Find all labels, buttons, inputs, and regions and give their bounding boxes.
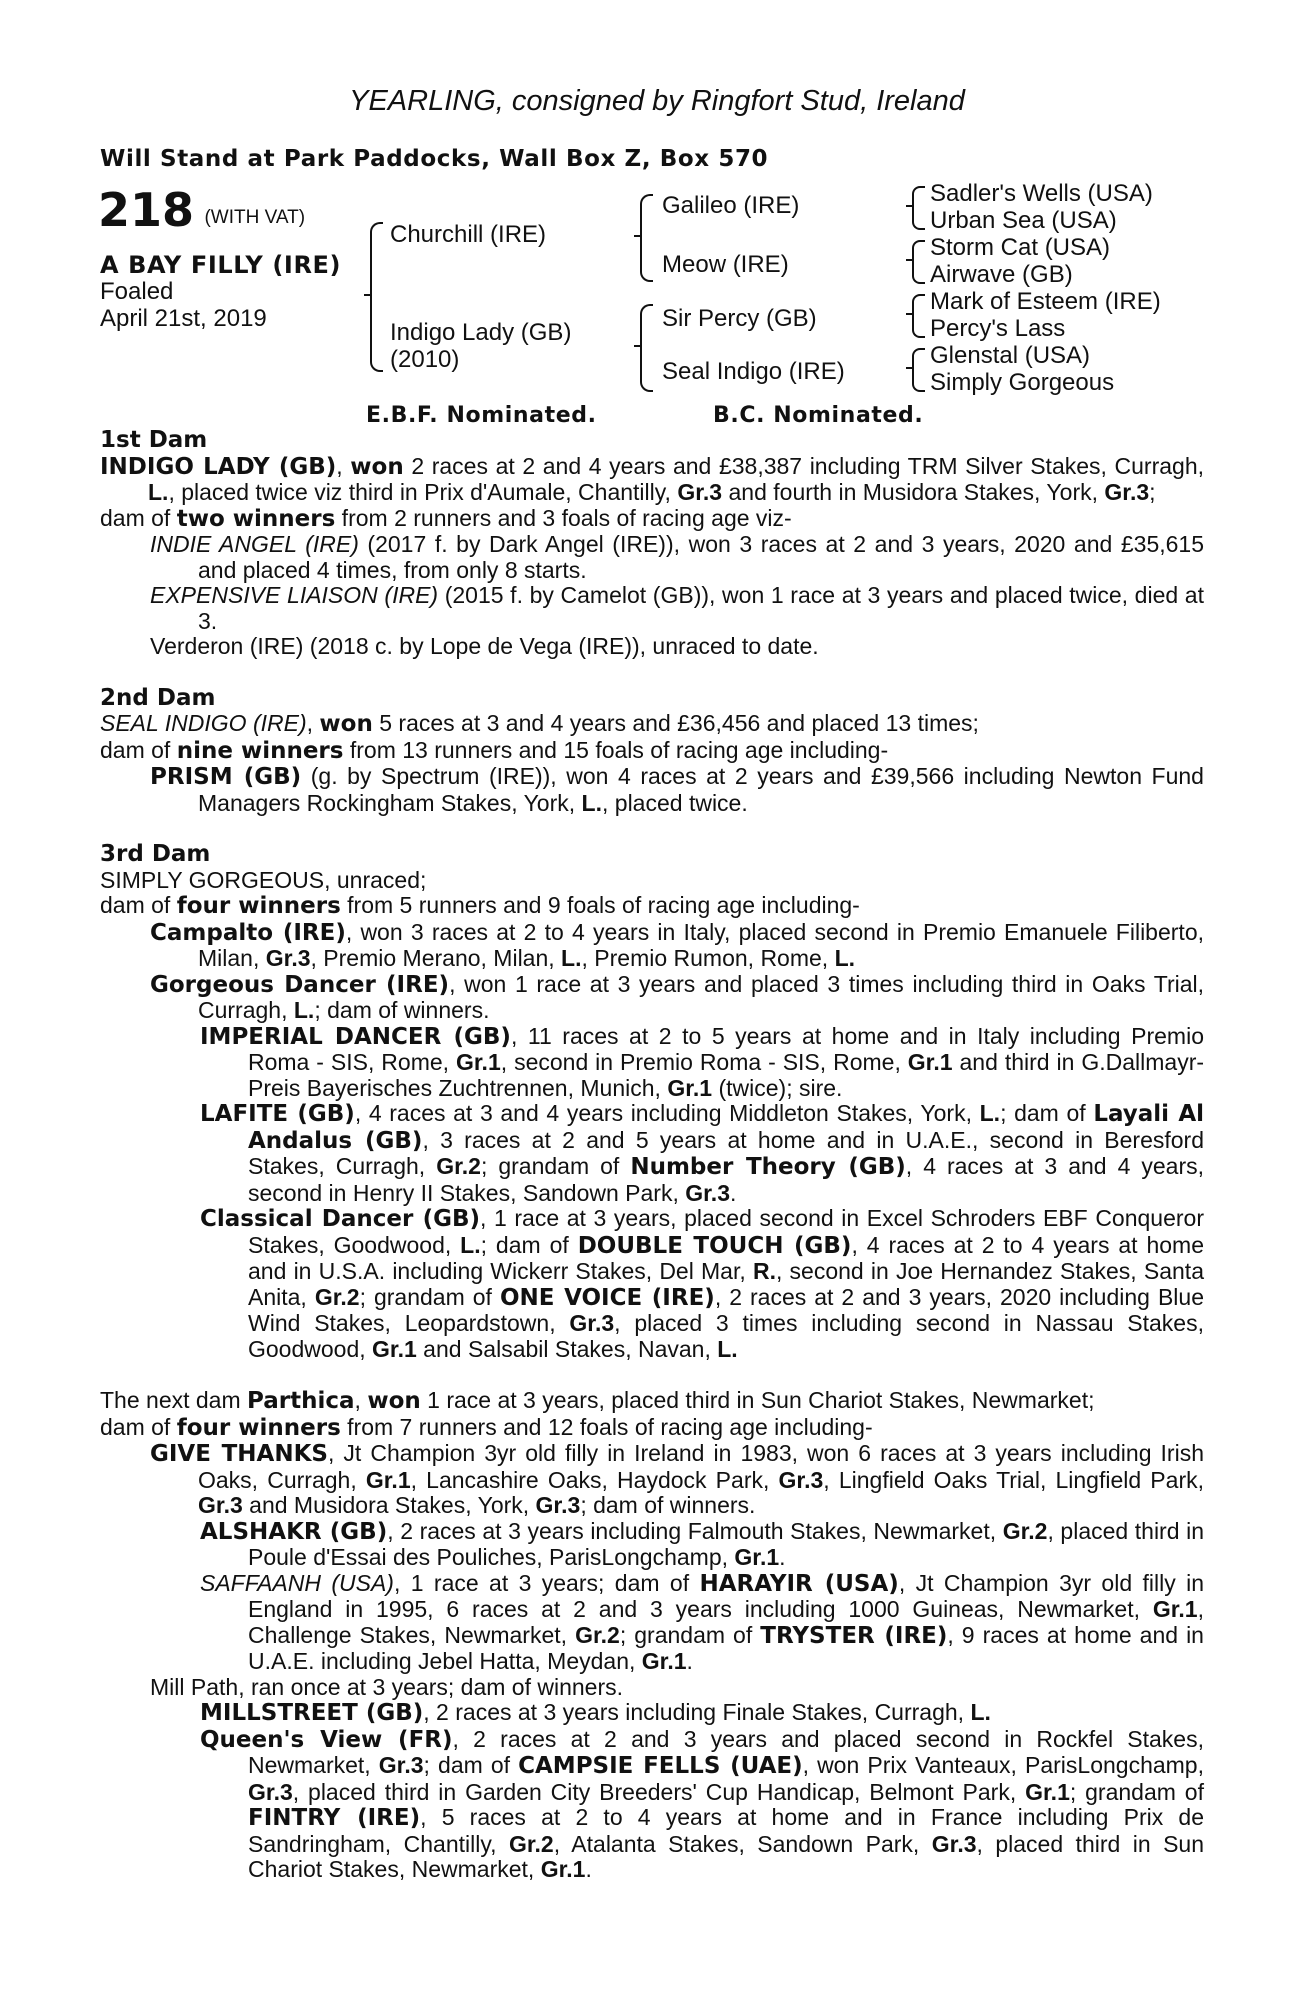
pedigree-brace-tip xyxy=(906,313,913,315)
pedigree-brace-tip xyxy=(906,367,913,369)
pedigree-entry: Gorgeous Dancer (IRE), won 1 race at 3 years and placed 3 times including third in Oaks Trial, Curragh, L.; dam of winners. xyxy=(150,970,1205,1023)
grade-mark: Gr.2 xyxy=(436,1153,481,1179)
grade-mark: Gr.3 xyxy=(265,945,311,971)
pedigree-dam-sire: Sir Percy (GB) xyxy=(662,305,817,332)
page-title: YEARLING, consigned by Ringfort Stud, Ireland xyxy=(349,85,965,117)
grade-mark: Gr.1 xyxy=(667,1074,713,1101)
location-line: Will Stand at Park Paddocks, Wall Box Z, Box 570 xyxy=(100,146,769,172)
pedigree-entry: IMPERIAL DANCER (GB), 11 races at 2 to 5 years at home and in Italy including Premio Roma - SIS, Rome, Gr.1, second in Premio Roma - SIS, Rome, Gr.1 and third in G.Dallmayr-Preis Bayerisches Zuchtrennen, Munich, Gr.1 (twice); sire. xyxy=(200,1022,1205,1101)
pedigree-brace-tip xyxy=(906,205,913,207)
pedigree-ancestor: Mark of Esteem (IRE) xyxy=(930,288,1161,315)
pedigree-entry: INDIGO LADY (GB), won 2 races at 2 and 4 years and £38,387 including TRM Silver Stakes, Curragh, L., placed twice viz third in Prix d'Aumale, Chantilly, Gr.3 and fourth in Musidora Stakes, York, Gr.3; xyxy=(100,452,1204,505)
grade-mark: Gr.1 xyxy=(540,1856,586,1882)
grade-mark: L. xyxy=(581,789,602,816)
highlighted-name: Layali Al Andalus (GB) xyxy=(248,1101,1204,1154)
pedigree-brace-tip xyxy=(634,235,641,237)
section-heading: 2nd Dam xyxy=(100,684,216,711)
grade-mark: Gr.3 xyxy=(685,1179,730,1206)
highlighted-name: four winners xyxy=(176,1414,341,1441)
pedigree-entry: GIVE THANKS, Jt Champion 3yr old filly in Ireland in 1983, won 6 races at 3 years including Irish Oaks, Curragh, Gr.1, Lancashire Oaks, Haydock Park, Gr.3, Lingfield Oaks Trial, Lingfield Park, Gr.3 and Musidora Stakes, York, Gr.3; dam of winners. xyxy=(150,1440,1204,1518)
highlighted-name: GIVE THANKS xyxy=(150,1441,328,1467)
grade-mark: Gr.2 xyxy=(575,1621,620,1648)
grade-mark: L. xyxy=(293,997,315,1023)
highlighted-name: Gorgeous Dancer (IRE) xyxy=(150,971,450,998)
pedigree-entry: INDIE ANGEL (IRE) (2017 f. by Dark Angel (IRE)), won 3 races at 2 and 3 years, 2020 and £35,615 and placed 4 times, from only 8 starts. xyxy=(150,531,1204,583)
highlighted-name: Campalto (IRE) xyxy=(150,919,346,946)
pedigree-dam-year: (2010) xyxy=(390,346,460,373)
grade-mark: Gr.1 xyxy=(1025,1778,1070,1805)
highlighted-name: ONE VOICE (IRE) xyxy=(499,1284,715,1311)
lot-number-value: 218 xyxy=(98,183,195,237)
grade-mark: Gr.1 xyxy=(455,1049,501,1075)
pedigree-brace xyxy=(640,304,653,392)
pedigree-entry: dam of four winners from 5 runners and 9 foals of racing age including- xyxy=(100,892,860,919)
pedigree-sire: Churchill (IRE) xyxy=(390,221,547,248)
highlighted-name: Parthica xyxy=(247,1388,355,1414)
pedigree-entry: SAFFAANH (USA), 1 race at 3 years; dam of HARAYIR (USA), Jt Champion 3yr old filly in England in 1995, 6 races at 2 and 3 years including 1000 Guineas, Newmarket, Gr.1, Challenge Stakes, Newmarket, Gr.2; grandam of TRYSTER (IRE), 9 races at home and in U.A.E. including Jebel Hatta, Meydan, Gr.1. xyxy=(200,1569,1204,1674)
pedigree-entry: LAFITE (GB), 4 races at 3 and 4 years including Middleton Stakes, York, L.; dam of Layali Al Andalus (GB), 3 races at 2 and 5 years at home and in U.A.E., second in Beresford Stakes, Curragh, Gr.2; grandam of Number Theory (GB), 4 races at 3 and 4 years, second in Henry II Stakes, Sandown Park, Gr.3. xyxy=(200,1100,1204,1206)
pedigree-entry: MILLSTREET (GB), 2 races at 3 years including Finale Stakes, Curragh, L. xyxy=(200,1699,991,1726)
grade-mark: Gr.3 xyxy=(378,1752,424,1778)
highlighted-name: HARAYIR (USA) xyxy=(699,1570,899,1597)
grade-mark: L. xyxy=(717,1335,738,1362)
highlighted-name: LAFITE (GB) xyxy=(200,1101,355,1127)
pedigree-ancestor: Storm Cat (USA) xyxy=(930,234,1111,261)
grade-mark: Gr.3 xyxy=(778,1466,824,1493)
section-spacer xyxy=(100,1362,1204,1388)
highlighted-name: Queen's View (FR) xyxy=(200,1726,453,1753)
pedigree-brace xyxy=(370,222,383,372)
grade-mark: L. xyxy=(834,945,856,971)
grade-mark: L. xyxy=(561,945,582,971)
grade-mark: Gr.2 xyxy=(508,1830,554,1857)
grade-mark: Gr.1 xyxy=(1152,1596,1198,1622)
pedigree-entry: Queen's View (FR), 2 races at 2 and 3 years and placed second in Rockfel Stakes, Newmarket, Gr.3; dam of CAMPSIE FELLS (UAE), won Prix Vanteaux, ParisLongchamp, Gr.3, placed third in Garden City Breeders' Cup Handicap, Belmont Park, Gr.1; grandam of FINTRY (IRE), 5 races at 2 to 4 years at home and in France including Prix de Sandringham, Chantilly, Gr.2, Atalanta Stakes, Sandown Park, Gr.3, placed third in Sun Chariot Stakes, Newmarket, Gr.1. xyxy=(200,1725,1205,1882)
highlighted-name: FINTRY (IRE) xyxy=(248,1805,421,1831)
pedigree-brace-tip xyxy=(634,345,641,347)
grade-mark: Gr.2 xyxy=(1002,1517,1048,1544)
section-spacer xyxy=(100,660,1204,686)
grade-mark: L. xyxy=(460,1231,481,1258)
pedigree-entry: Classical Dancer (GB), 1 race at 3 years, placed second in Excel Schroders EBF Conqueror Stakes, Goodwood, L.; dam of DOUBLE TOUCH (GB), 4 races at 2 to 4 years at home and in U.S.A. including Wickerr Stakes, Del Mar, R., second in Joe Hernandez Stakes, Santa Anita, Gr.2; grandam of ONE VOICE (IRE), 2 races at 2 and 3 years, 2020 including Blue Wind Stakes, Leopardstown, Gr.3, placed 3 times including second in Nassau Stakes, Goodwood, Gr.1 and Salsabil Stakes, Navan, L. xyxy=(200,1205,1205,1362)
pedigree-ancestor: Glenstal (USA) xyxy=(930,342,1091,369)
highlighted-name: TRYSTER (IRE) xyxy=(760,1622,948,1649)
highlighted-name: SAFFAANH (USA) xyxy=(200,1569,394,1596)
pedigree-ancestor: Airwave (GB) xyxy=(930,261,1073,288)
highlighted-name: nine winners xyxy=(176,737,344,764)
grade-mark: Gr.1 xyxy=(907,1049,953,1075)
grade-mark: Gr.3 xyxy=(677,479,723,505)
grade-mark: Gr.3 xyxy=(248,1778,293,1805)
pedigree-entry: dam of nine winners from 13 runners and 15 foals of racing age including- xyxy=(100,736,889,764)
pedigree-sire-dam: Meow (IRE) xyxy=(662,251,789,278)
pedigree-ancestor: Sadler's Wells (USA) xyxy=(930,180,1153,207)
highlighted-name: PRISM (GB) xyxy=(150,764,302,790)
pedigree-brace-tip xyxy=(906,259,913,261)
pedigree-entry: dam of four winners from 7 runners and 12 foals of racing age including- xyxy=(100,1413,873,1441)
highlighted-name: four winners xyxy=(176,893,341,919)
section-heading: 1st Dam xyxy=(100,427,208,453)
pedigree-entry: SEAL INDIGO (IRE), won 5 races at 3 and 4 years and £36,456 and placed 13 times; xyxy=(100,710,979,737)
pedigree-ancestor: Percy's Lass xyxy=(930,315,1066,342)
pedigree-brace xyxy=(912,240,925,284)
grade-mark: Gr.1 xyxy=(641,1648,687,1674)
highlighted-name: CAMPSIE FELLS (UAE) xyxy=(518,1753,803,1779)
pedigree-entry: Mill Path, ran once at 3 years; dam of winners. xyxy=(150,1673,623,1700)
highlighted-name: MILLSTREET (GB) xyxy=(200,1700,424,1726)
grade-mark: L. xyxy=(148,479,169,505)
grade-mark: Gr.1 xyxy=(365,1466,411,1493)
pedigree-sire-sire: Galileo (IRE) xyxy=(662,192,800,219)
pedigree-entry: SIMPLY GORGEOUS, unraced; xyxy=(100,866,427,893)
pedigree-brace-tip xyxy=(364,294,371,296)
highlighted-name: DOUBLE TOUCH (GB) xyxy=(577,1232,852,1259)
pedigree-entry: EXPENSIVE LIAISON (IRE) (2015 f. by Camelot (GB)), won 1 race at 3 years and placed twice, died at 3. xyxy=(150,582,1204,634)
grade-mark: Gr.3 xyxy=(1104,479,1150,505)
pedigree-entry: The next dam Parthica, won 1 race at 3 years, placed third in Sun Chariot Stakes, Newmarket; xyxy=(100,1387,1095,1414)
foaled-date: April 21st, 2019 xyxy=(100,305,267,332)
grade-mark: Gr.3 xyxy=(931,1830,977,1857)
pedigree-dam-dam: Seal Indigo (IRE) xyxy=(662,358,845,385)
vat-note: (WITH VAT) xyxy=(204,207,306,228)
pedigree-brace xyxy=(912,348,925,392)
pedigree-brace xyxy=(912,186,925,230)
highlighted-name: Number Theory (GB) xyxy=(630,1154,906,1180)
grade-mark: L. xyxy=(970,1699,991,1725)
foaled-label: Foaled xyxy=(100,278,174,305)
ebf-nominated: E.B.F. Nominated. xyxy=(366,403,597,428)
grade-mark: Gr.3 xyxy=(535,1492,581,1518)
pedigree-entry: Campalto (IRE), won 3 races at 2 to 4 years in Italy, placed second in Premio Emanuele Filiberto, Milan, Gr.3, Premio Merano, Milan, L., Premio Rumon, Rome, L. xyxy=(150,918,1204,971)
pedigree-entry: Verderon (IRE) (2018 c. by Lope de Vega (IRE)), unraced to date. xyxy=(150,633,819,659)
pedigree-brace xyxy=(912,294,925,338)
highlighted-name: EXPENSIVE LIAISON (IRE) xyxy=(150,582,439,608)
highlighted-name: won xyxy=(319,711,373,737)
section-heading: 3rd Dam xyxy=(100,841,211,867)
bc-nominated: B.C. Nominated. xyxy=(713,403,924,428)
pedigree-brace xyxy=(640,194,653,282)
lot-number xyxy=(98,184,305,236)
highlighted-name: IMPERIAL DANCER (GB) xyxy=(200,1023,511,1050)
highlighted-name: ALSHAKR (GB) xyxy=(200,1518,388,1545)
highlighted-name: INDIGO LADY (GB) xyxy=(100,453,337,480)
produce-record xyxy=(100,428,1204,1883)
pedigree-dam: Indigo Lady (GB) xyxy=(390,319,572,346)
grade-mark: L. xyxy=(979,1100,1001,1126)
horse-name: A BAY FILLY (IRE) xyxy=(100,251,342,279)
grade-mark: R. xyxy=(752,1258,776,1284)
grade-mark: Gr.1 xyxy=(734,1544,780,1570)
pedigree-ancestor: Simply Gorgeous xyxy=(930,369,1115,396)
pedigree-entry: ALSHAKR (GB), 2 races at 3 years including Falmouth Stakes, Newmarket, Gr.2, placed third in Poule d'Essai des Pouliches, ParisLongchamp, Gr.1. xyxy=(200,1517,1204,1570)
grade-mark: Gr.2 xyxy=(314,1283,360,1310)
highlighted-name: INDIE ANGEL (IRE) xyxy=(150,531,359,557)
pedigree-ancestor: Urban Sea (USA) xyxy=(930,207,1117,234)
grade-mark: Gr.3 xyxy=(569,1310,615,1336)
highlighted-name: won xyxy=(367,1388,421,1414)
highlighted-name: SEAL INDIGO (IRE) xyxy=(100,710,307,736)
highlighted-name: Classical Dancer (GB) xyxy=(200,1206,481,1232)
pedigree-entry: dam of two winners from 2 runners and 3 foals of racing age viz- xyxy=(100,504,792,532)
section-spacer xyxy=(100,816,1204,842)
grade-mark: Gr.1 xyxy=(372,1335,417,1362)
grade-mark: Gr.3 xyxy=(198,1492,243,1518)
highlighted-name: two winners xyxy=(176,505,336,532)
highlighted-name: won xyxy=(350,453,404,480)
pedigree-entry: PRISM (GB) (g. by Spectrum (IRE)), won 4 races at 2 years and £39,566 including Newton Fund Managers Rockingham Stakes, York, L., placed twice. xyxy=(150,763,1204,816)
